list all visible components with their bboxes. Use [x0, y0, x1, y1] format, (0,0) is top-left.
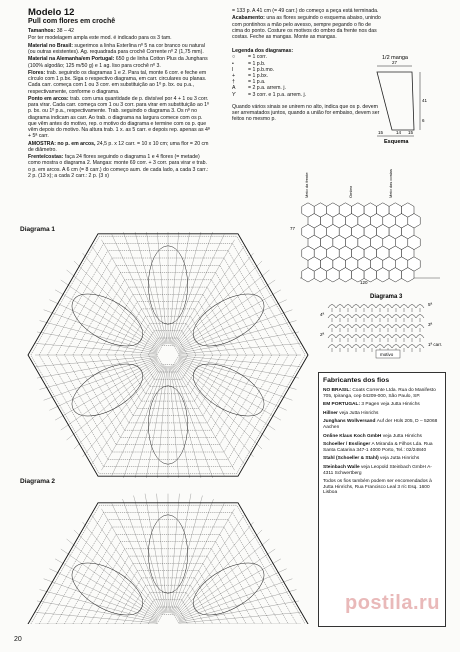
chain-arc [336, 325, 344, 329]
paragraph-text: trab. com uma quantidade de p. divisível por 4 + 1 ou 3 corr. para virar. Cada carr. começa com 1 ou 3 corr. para virar em substituição ao 1º p. bx. ou 1º p.a., respectivamente. Trab. seguindo o diagrama 3. Os nº no diagrama indicam as carr. Ao trab. o diagrama na largura comece com os p. que vêm antes do motivo, rep. o motivo do diagrama e termine com os p. que vêm depois do motivo. Na altura trab. 1 x. as 5 carr. e depois rep. apenas as 4ª + 5ª carr. [28, 95, 210, 140]
paragraph-text: sugerimos a linha Esterlina nº 5 na cor branco ou natural (ou outras existentes). Ag. requadrada para crochê Corrente nº 2 (1,75 mm). [28, 42, 205, 55]
grid-label-front: Meio da frente [304, 172, 309, 198]
chain-arc [352, 335, 360, 339]
chain-arc [352, 325, 360, 329]
chain-arc [392, 335, 400, 339]
sleeve-schematic [372, 52, 452, 144]
stitch-spoke [169, 366, 179, 478]
stitch-spoke [74, 261, 160, 347]
paragraph-label: AMOSTRA: no p. em arcos, [28, 140, 97, 147]
grid-dim-height: 77 [290, 226, 296, 231]
chain-arc [376, 315, 384, 319]
legend-text: = 3 corr. e 1 p.a. arrem. j. [248, 91, 307, 98]
chain-arc [384, 325, 392, 329]
row-label: 5ª [428, 302, 433, 307]
supplier-name: NO BRASIL: [323, 388, 353, 393]
chain-arc [416, 305, 424, 309]
diagram-2-half-hexagon [20, 484, 316, 630]
chain-arc [360, 325, 368, 329]
stitch-spoke [61, 280, 159, 349]
legend-text: = 1 p.bx. [248, 73, 269, 80]
stitch-spoke [176, 261, 262, 347]
instruction-paragraph [28, 154, 210, 179]
chain-arc [368, 335, 376, 339]
supplier-address: veja Leopold Steinbach GmbH A-4311 Schwertberg [323, 464, 432, 476]
motivo-label: motivo [380, 352, 394, 357]
legend-symbol: ϒ [232, 91, 237, 98]
chain-arc [392, 325, 400, 329]
stitch-spoke [145, 232, 166, 344]
stitch-spoke [61, 361, 159, 430]
supplier-name: Schoeller / Esslinger [323, 442, 372, 448]
supplier-name: Junghans Wollversand [323, 419, 377, 425]
legend-symbol: I [232, 66, 234, 73]
stitch-spoke [157, 366, 167, 478]
diagram2-label: Diagrama 2 [20, 478, 56, 485]
chain-arc [360, 305, 368, 309]
chain-arc [336, 305, 344, 309]
chain-arc [416, 335, 424, 339]
chain-arc [408, 315, 416, 319]
instruction-paragraph [28, 43, 210, 55]
stitch-spoke [173, 365, 224, 475]
chain-arc [344, 325, 352, 329]
half-mask [20, 624, 316, 630]
stitch-spoke [173, 234, 224, 344]
supplier-address: Coats Corrente Ltda. Rua do Manifesto 705, Ipiranga, cep 04209-000, São Paulo, SP. [323, 388, 436, 399]
paragraph-label: Material na Alemanha/em Portugal: [28, 56, 116, 63]
model-subtitle: Pull com flores em crochê [28, 18, 116, 25]
legend-symbol: + [232, 73, 236, 80]
stitch-spoke [74, 363, 160, 449]
chain-arc [344, 315, 352, 319]
supplier-address: veja Jutta Hinrichs [382, 433, 422, 439]
instruction-paragraph [232, 8, 382, 14]
legend-symbol: • [232, 60, 234, 67]
supplier-name: Steinbach Walle [323, 464, 361, 470]
supplier-entry [323, 388, 441, 399]
page-number: 20 [14, 636, 22, 643]
stitch-spoke [134, 496, 166, 614]
paragraph-label: Frente/costas: [28, 154, 65, 161]
suppliers-box [318, 372, 446, 627]
sleeve-outline [377, 72, 414, 130]
diagram1-label: Diagrama 1 [20, 226, 56, 233]
middle-text-column [232, 8, 382, 124]
dim-label: 27 [392, 60, 398, 65]
paragraph-text: 24,5 p. x 12 carr. = 10 x 10 cm; uma flor = 20 cm de diâmetro. [28, 140, 209, 153]
stitch-spoke [179, 343, 300, 354]
stitch-spoke [157, 494, 167, 613]
stitch-spoke [174, 515, 244, 615]
legend-symbol: A [232, 85, 236, 92]
chain-arc [344, 345, 352, 349]
legend-symbol: ○ [232, 54, 236, 61]
chain-arc [400, 335, 408, 339]
chain-arc [384, 305, 392, 309]
stitch-spoke [92, 246, 162, 346]
supplier-entry [323, 419, 441, 430]
chain-arc [336, 315, 344, 319]
finishing-instructions [232, 15, 382, 40]
stitch-spoke [169, 232, 179, 344]
stitch-spoke [177, 539, 270, 617]
suppliers-title: Fabricantes dos fios [323, 377, 390, 384]
chain-arc [360, 345, 368, 349]
stitch-spoke [177, 549, 275, 618]
legend-text: = 1 p.b.mo. [248, 66, 275, 73]
legend-text: = 2 p.a. arrem. j. [248, 85, 286, 92]
instruction-paragraph [232, 104, 382, 123]
paragraph-text: trab. seguindo os diagramas 1 e 2. Para tal, monte 6 corr. e feche em círculo com 1 p.bx. Siga o respectivo diagrama, em carr. circulares ou planas. Cada carr. começa com 1 ou 3 corr. em substituição ao 1º p. bx. ou p.a., respectivamente, conforme o diagrama. [28, 69, 207, 95]
chain-arc [400, 315, 408, 319]
legend [232, 48, 382, 98]
left-text-column [28, 8, 210, 180]
chain-arc [352, 315, 360, 319]
paragraph-text: = 133 p. A 41 cm (= 49 carr.) do começo a peça está terminada. [232, 8, 379, 14]
chain-arc [392, 345, 400, 349]
chain-arc [360, 315, 368, 319]
stitch-spoke [36, 612, 157, 623]
stitch-spoke [169, 494, 179, 613]
supplier-address: Todos os fios também podem ser encomendados à Jutta Hinrichs, Rua Francisco Leal 3 r/c Esq. 1600 Lisboa [323, 479, 432, 496]
chain-arc [408, 345, 416, 349]
instruction-paragraph [28, 96, 210, 139]
chain-arc [408, 305, 416, 309]
chain-arc [328, 325, 336, 329]
supplier-name: EM PORTUGAL: [323, 402, 362, 408]
stitch-round [157, 345, 179, 364]
legend-text: = 1 p.a. [248, 79, 266, 86]
instructions-continued [232, 8, 382, 14]
stitch-spoke [112, 234, 163, 344]
supplier-address: Auf der Hüls 205, D – 52068 Aachen [323, 419, 438, 430]
stitch-spoke [171, 496, 203, 614]
diagram3-label: Diagrama 3 [370, 294, 403, 300]
stitch-spoke [177, 280, 275, 349]
chain-arc [392, 305, 400, 309]
paragraph-label: Material no Brasil: [28, 42, 75, 49]
supplier-entry [323, 442, 441, 453]
chain-arc [400, 345, 408, 349]
chain-arc [400, 325, 408, 329]
legend-text: = 1 p.b. [248, 60, 266, 67]
stitch-spoke [174, 246, 244, 346]
chain-arc [328, 335, 336, 339]
supplier-address: veja Jutta Hinrichs [380, 456, 420, 462]
stitch-spoke [178, 360, 286, 411]
row-label: 4ª [320, 312, 325, 317]
chain-arc [336, 345, 344, 349]
chain-arc [376, 345, 384, 349]
dim-label: 14 [396, 130, 402, 135]
supplier-name: Hillner [323, 410, 340, 416]
stitch-spoke [74, 530, 160, 616]
legend-text: = 1 corr. [248, 54, 267, 61]
stitch-spoke [145, 366, 166, 478]
chain-arc [352, 305, 360, 309]
supplier-list [323, 388, 441, 496]
supplier-address: A Miranda & Filhos Lda. Rua Santa Catarina 347-1 4000 Porto, Tel.: 02/24840 [323, 442, 433, 453]
stitch-spoke [179, 321, 297, 353]
grid-dim-width: 120 [360, 280, 368, 285]
legend-items [232, 54, 382, 97]
paragraph-text: Quando vários sinais se unirem no alto, indica que os p. devem ser arrematados juntos, quando a união for embaixo, devem ser feitos no mesmo p. [232, 103, 380, 123]
chain-arc [328, 305, 336, 309]
chain-arc [368, 305, 376, 309]
stitch-spoke [112, 365, 163, 475]
paragraph-label: Ponto em arcos: [28, 95, 71, 102]
stitch-spoke [174, 364, 244, 464]
watermark: postila.ru [345, 592, 441, 614]
crochet-motif [28, 232, 308, 478]
legend-item [232, 92, 382, 98]
supplier-name: Online Klaus Koch GmbH [323, 433, 383, 439]
instruction-paragraph [232, 15, 382, 40]
stitch-spoke [112, 503, 163, 613]
row-label: 1ª carr. [428, 342, 443, 347]
chain-arc [384, 335, 392, 339]
stitch-spoke [61, 549, 159, 618]
stitch-spoke [179, 356, 300, 367]
stitch-spoke [178, 569, 286, 620]
chain-arc [328, 315, 336, 319]
dim-label: 15 [408, 130, 414, 135]
stitch-spoke [177, 361, 275, 430]
stitch-spoke [92, 364, 162, 464]
stitch-spoke [176, 530, 262, 616]
supplier-entry [323, 465, 441, 476]
chain-arc [328, 345, 336, 349]
stitch-spoke [92, 515, 162, 615]
stitch-spoke [177, 270, 270, 348]
chain-arc [352, 345, 360, 349]
dim-label: 6 [422, 118, 425, 123]
paragraph-text: una as flores seguindo o esquema abaixo, unindo com pontinhos a mão pelo avesso, sempre pegando o fio de cima do ponto. Costure os motivos do ombro da frente nos das costas. Feche as mangas. Monte as mangas. [232, 15, 381, 40]
legend-symbol: † [232, 79, 235, 86]
paragraph-text: 38 – 42 [56, 28, 75, 34]
paragraph-text: Por ter modelagem ampla este mod. é indicado para os 3 tam. [28, 35, 172, 42]
stitch-spoke [49, 569, 157, 620]
paragraph-label: Acabamento: [232, 15, 267, 22]
stitch-spoke [36, 343, 157, 354]
supplier-entry [323, 402, 441, 408]
chain-arc [400, 305, 408, 309]
stitch-spoke [170, 232, 191, 344]
paragraph-label: Tamanhos: [28, 28, 57, 34]
diagram-3 [318, 292, 452, 362]
grid-label-back: Meio das costas [388, 169, 393, 198]
diagram-1-hexagon [20, 232, 316, 478]
chain-arc [408, 325, 416, 329]
stitch-spoke [40, 358, 158, 390]
chain-arc [376, 325, 384, 329]
supplier-address: veja Jutta Hinrichs [339, 410, 379, 416]
instructions-left [28, 28, 210, 179]
stitch-spoke [36, 356, 157, 367]
dim-label: 15 [378, 130, 384, 135]
stitch-spoke [49, 300, 157, 351]
schematic-label: Esquema [384, 139, 409, 144]
instruction-paragraph [28, 35, 210, 41]
chain-arc [344, 305, 352, 309]
chain-arc [416, 325, 424, 329]
chain-arc [392, 315, 400, 319]
chain-arc [336, 335, 344, 339]
supplier-entry [323, 411, 441, 417]
chain-arc [416, 315, 424, 319]
paragraph-label: Flores: [28, 69, 47, 76]
chain-arc [368, 315, 376, 319]
chain-arc [376, 305, 384, 309]
stitch-spoke [175, 253, 253, 346]
supplier-entry [323, 434, 441, 440]
row-label: 3ª [428, 322, 433, 327]
grid-label-shoulder: Ombro [348, 185, 353, 198]
chain-arc [360, 335, 368, 339]
instruction-paragraph [28, 56, 210, 68]
stitch-spoke [67, 362, 160, 440]
stitch-spoke [179, 612, 300, 623]
chain-arc [368, 325, 376, 329]
joining-note [232, 104, 382, 123]
paragraph-text: 650 g de linha Cotton Plus da Junghans (100% algodão; 125 m/50 g) e 1 ag. liso para crochê nº 3. [28, 56, 208, 69]
legend-title: Legenda dos diagramas: [232, 48, 294, 55]
crochet-motif [28, 494, 308, 630]
chain-arc [384, 345, 392, 349]
instruction-paragraph [28, 28, 210, 34]
chain-arc [344, 335, 352, 339]
stitch-spoke [175, 522, 253, 615]
schematic-title: 1/2 manga [382, 55, 408, 61]
supplier-entry [323, 479, 441, 496]
instruction-paragraph [28, 70, 210, 95]
supplier-address: 3 Pagen veja Jutta Hinrichs [361, 402, 420, 408]
paragraph-text: faça 24 flores seguindo o diagrama 1 e 4 flores (= metade) como mostra o diagrama 2. Mangas: monte 69 corr. + 3 corr. para virar e trab. o p. em arcos. A 6 cm (= 8 carr.) do começo aum. de cada lado, a cada 3 carr.: 2 p. (13 x); a cada 2 carr.: 2 p. (3 x) [28, 154, 209, 179]
row-label: 2ª [320, 332, 325, 337]
chain-arc [376, 335, 384, 339]
stitch-spoke [157, 232, 167, 344]
supplier-entry [323, 456, 441, 462]
chain-arc [416, 345, 424, 349]
chain-arc [368, 345, 376, 349]
stitch-spoke [178, 300, 286, 351]
chain-arc [408, 335, 416, 339]
stitch-spoke [176, 363, 262, 449]
stitch-spoke [170, 366, 191, 478]
stitch-spoke [83, 364, 161, 457]
chain-arc [384, 315, 392, 319]
stitch-spoke [49, 360, 157, 411]
model-title: Modelo 12 [28, 7, 75, 18]
diagram3-rows [328, 305, 424, 353]
instruction-paragraph [28, 141, 210, 153]
stitch-spoke [173, 503, 224, 613]
stitch-spoke [179, 590, 297, 622]
supplier-name: Stahl (Schoeller & Stahl) [323, 456, 381, 462]
dim-label: 41 [422, 98, 428, 103]
